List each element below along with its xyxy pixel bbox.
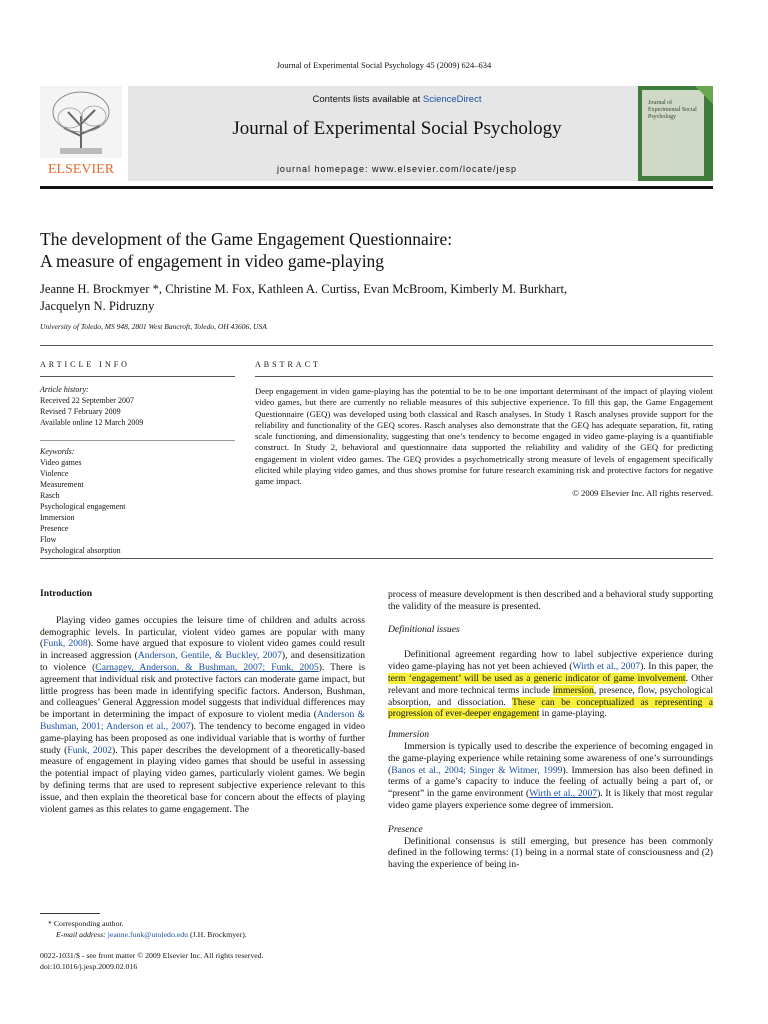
author-email-link[interactable]: jeanne.funk@utoledo.edu	[107, 930, 189, 939]
divider	[40, 440, 235, 441]
journal-homepage[interactable]: journal homepage: www.elsevier.com/locate/jesp	[276, 164, 518, 174]
left-column	[40, 588, 365, 815]
cover-title: Journal of Experimental Social Psychology	[648, 100, 697, 120]
citation-link[interactable]: Wirth et al., 2007	[529, 788, 598, 800]
keyword: Rasch	[40, 491, 60, 500]
divider	[40, 376, 235, 377]
keyword: Flow	[40, 535, 57, 544]
journal-cover	[638, 86, 713, 181]
citation-link[interactable]: Banos et al., 2004; Singer & Witmer, 1999	[391, 764, 563, 776]
keyword: Video games	[40, 458, 82, 467]
elsevier-logo	[40, 86, 122, 178]
journal-citation: Journal of Experimental Social Psychology 45 (2009) 624–634	[276, 60, 492, 70]
abstract-heading: ABSTRACT	[255, 360, 321, 369]
keyword: Measurement	[40, 480, 84, 489]
keyword: Immersion	[40, 513, 75, 522]
affiliation: University of Toledo, MS 948, 2801 West Bancroft, Toledo, OH 43606, USA	[40, 322, 267, 331]
sciencedirect-link[interactable]: ScienceDirect	[422, 94, 482, 105]
article-title: The development of the Game Engagement Questionnaire: A measure of engagement in video game-playing	[40, 229, 453, 271]
contents-available: Contents lists available at ScienceDirect	[312, 94, 482, 105]
right-column: process of measure development is then described and a behavioral study supporting the validity of the measure is presented. Definitional issues Definitional agreement regarding how to label subjective experience during video game-playing has not yet been achieved (Wirth et al., 2007). In this paper, the term ‘engagement’ will be used as a generic indicator of game involvement. Other relevant and more technical terms include immersion, presence, flow, psychological absorption, and dissociation. These can be conceptualized as representing a progression of ever-deeper engagement in game-playing. Immersion Immersion is typically used to describe the experience of becoming engaged in the game-playing experience while retaining some awareness of one’s surroundings (Banos et al., 2004; Singer & Witmer, 1999). Immersion has also been defined in terms of a game’s capacity to induce the feeling of actually being a part of, or “present” in the game environment (Wirth et al., 2007). It is likely that most regular video game players experience some degree of immersion. Presence Definitional consensus is still emerging, but presence has been commonly defined in the following terms: (1) being in a normal state of consciousness and (2) having the experience of being in-	[388, 589, 714, 871]
keyword: Psychological engagement	[40, 502, 126, 511]
footnote: * Corresponding author. E-mail address: jeanne.funk@utoledo.edu (J.H. Brockmyer).	[48, 919, 247, 939]
divider	[255, 376, 713, 377]
issn-doi: 0022-1031/$ - see front matter © 2009 Elsevier Inc. All rights reserved. doi:10.1016/j.jesp.2009.02.016	[40, 951, 264, 971]
immersion-paragraph: Immersion is typically used to describe the experience of becoming engaged in the game-playing experience while retaining some awareness of one’s surroundings (Banos et al., 2004; Singer & Witmer, 1999). Immersion has also been defined in terms of a game’s capacity to induce the feeling of actually being a part of, or “present” in the game environment (Wirth et al., 2007). It is likely that most regular video game players experience some degree of immersion.	[388, 740, 713, 811]
journal-title: Journal of Experimental Social Psychology	[232, 118, 562, 139]
copyright: © 2009 Elsevier Inc. All rights reserved.	[572, 487, 713, 498]
citation-link[interactable]: Carnagey, Anderson, & Bushman, 2007; Funk, 2005	[95, 661, 319, 673]
introduction-heading: Introduction	[40, 588, 93, 599]
presence-heading: Presence	[388, 823, 423, 835]
author-list: Jeanne H. Brockmyer *, Christine M. Fox, Kathleen A. Curtiss, Evan McBroom, Kimberly M. Burkhart, Jacquelyn N. Pidruzny	[40, 282, 568, 313]
article-history: Article history: Received 22 September 2007 Revised 7 February 2009 Available online 12 March 2009	[40, 385, 144, 427]
citation-link[interactable]: Funk, 2008	[43, 638, 88, 650]
article-info-heading: ARTICLE INFO	[40, 360, 130, 369]
divider	[40, 345, 713, 346]
keyword: Psychological absorption	[40, 546, 121, 555]
immersion-heading: Immersion	[388, 729, 430, 741]
highlight: term ‘engagement’ will be used as a generic indicator of game involvement	[388, 672, 686, 684]
presence-paragraph: Definitional consensus is still emerging, but presence has been commonly defined in the following terms: (1) being in a normal state of consciousness and (2) having the experience of being in-	[388, 835, 713, 871]
keywords: Keywords: Video games Violence Measurement Rasch Psychological engagement Immersion Presence Flow Psychological absorption	[40, 446, 235, 556]
divider	[40, 558, 713, 559]
definitional-issues-heading: Definitional issues	[388, 623, 460, 635]
footnote-rule	[40, 913, 100, 914]
highlight: immersion	[552, 684, 594, 696]
masthead-rule	[40, 186, 713, 189]
citation-link[interactable]: Anderson, Gentile, & Buckley, 2007	[137, 650, 282, 662]
keyword: Presence	[40, 524, 69, 533]
publisher-name: ELSEVIER	[47, 162, 115, 177]
intro-paragraph: Playing video games occupies the leisure time of children and adults across demographic levels. In particular, violent video games are popular with many (Funk, 2008). Some have argued that exposure to violent video games could result in increased aggression (Anderson, Gentile, & Buckley, 2007), and desensitization to violence (Carnagey, Anderson, & Bushman, 2007; Funk, 2005). There is agreement that individual risk and protective factors can moderate game impact, but little progress has been made in identifying specific factors. Anderson, Bushman, and colleagues’ General Aggression model suggests that individual differences may be important in determining the impact of exposure to violent media (Anderson & Bushman, 2001; Anderson et al., 2007). The tendency to become engaged in video game-playing has been proposed as one individual variable that is worthy of further study (Funk, 2002). This paper describes the development of a theoretically-based measure of engagement in playing video games that should be useful in assessing the potential impact of playing video games, particularly violent games. We begin by defining terms that are used to represent subjective experience relevant to this issue, and then explain the theoretical base for concern about the effects of playing violent games as this relates to game engagement. The	[40, 614, 366, 815]
journal-masthead	[40, 86, 713, 186]
masthead-banner	[128, 86, 666, 181]
abstract-text: Deep engagement in video game-playing has the potential to be to be one important determinant of the impact of playing violent video games, but there are currently no reliable measures of this subjective experience. To fill this gap, the Game Engagement Questionnaire (GEQ) was developed using both classical and Rasch analyses. In Study 1 Rasch analyses provide support for the reliability and functionality of the GEQ scores. Rasch analyses also demonstrate that the GEQ has adequate separation, fit, rating scale functioning, and dimensionality, suggesting that one’s tendency to become engaged in video game-playing is a quantifiable construct. In Study 2, behavioral and questionnaire data supported the reliability and validity of the GEQ for predicting engagement in violent video games. The GEQ provides a psychometrically strong measure of levels of engagement specifically elicited while playing video games, and thus shows promise for future research examining risk and protective factors for negative game impact. © 2009 Elsevier Inc. All rights reserved.	[255, 386, 713, 498]
citation-link[interactable]: Anderson & Bushman, 2001; Anderson et al., 2007	[40, 709, 365, 732]
citation-link[interactable]: Funk, 2002	[67, 744, 113, 756]
definitional-paragraph: Definitional agreement regarding how to label subjective experience during video game-playing has not yet been achieved (Wirth et al., 2007). In this paper, the term ‘engagement’ will be used as a generic indicator of game involvement. Other relevant and more technical terms include immersion, presence, flow, psychological absorption, and dissociation. These can be conceptualized as representing a progression of ever-deeper engagement in game-playing.	[388, 649, 714, 720]
highlight: These can be conceptualized as representing a progression of ever-deeper engagement	[388, 696, 713, 720]
keyword: Violence	[40, 469, 69, 478]
citation-link[interactable]: Wirth et al., 2007	[572, 661, 641, 673]
